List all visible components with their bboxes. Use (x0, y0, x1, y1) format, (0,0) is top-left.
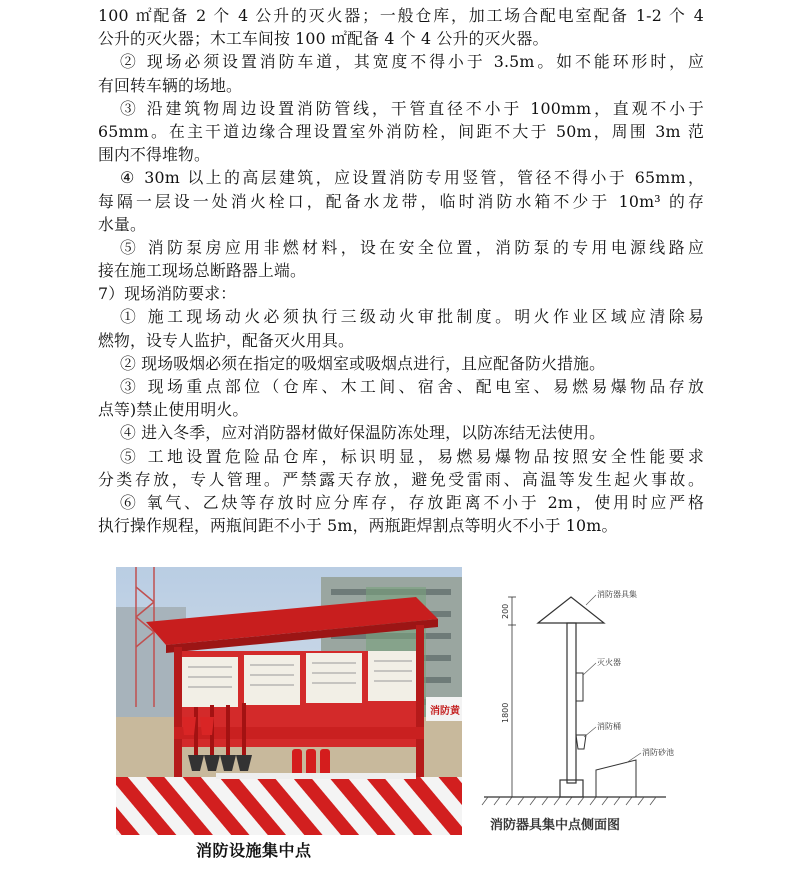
text-line: 接在施工现场总断路器上端。 (98, 261, 306, 281)
photo-caption: 消防设施集中点 (196, 841, 312, 860)
sign-text: 消防黄 (430, 706, 460, 717)
diagram-title: 消防器具集中点侧面图 (490, 818, 621, 833)
text-line: 点等)禁止使用明火。 (98, 400, 249, 420)
text-line: 分类存放，专人管理。严禁露天存放，避免受雷雨、高温等发生起火事故。 (98, 469, 704, 489)
dim-main-label: 1800 (501, 702, 510, 723)
extinguisher-label: 灭火器 (597, 658, 621, 667)
text-line: ③ 沿建筑物周边设置消防管线，干管直径不小于 100mm，直观不小于 (120, 98, 704, 118)
text-line: ③ 现场重点部位（仓库、木工间、宿舍、配电室、易燃易爆物品存放 (120, 377, 704, 396)
text-line: ⑤ 工地设置危险品仓库，标识明显，易燃易爆物品按照安全性能要求 (120, 446, 704, 466)
text-line: 燃物，设专人监护，配备灭火用具。 (98, 330, 354, 350)
text-line: ⑤ 消防泵房应用非燃材料，设在安全位置，消防泵的专用电源线路应 (120, 237, 704, 257)
text-line: 有回转车辆的场地。 (98, 75, 242, 95)
cabinet-label: 消防器具集 (597, 590, 637, 599)
section-heading: 7）现场消防要求： (98, 284, 237, 304)
text-line: 100 ㎡配备 2 个 4 公升的灭火器；一般仓库，加工场合配电室配备 1-2 个 4 (98, 6, 704, 25)
dim-top-label: 200 (501, 603, 510, 619)
text-line: 65mm。在主干道边缘合理设置室外消防栓，间距不大于 50m，周围 3m 范 (98, 121, 704, 141)
body-text (98, 4, 704, 537)
fire-station-illustration (116, 567, 462, 835)
text-line: ① 施工现场动火必须执行三级动火审批制度。明火作业区域应清除易 (120, 307, 704, 327)
text-line: 每隔一层设一处消火栓口，配备水龙带，临时消防水箱不少于 10m³ 的存 (98, 191, 704, 211)
fire-equipment-side-view-diagram (476, 575, 716, 837)
text-line: ④ 30m 以上的高层建筑，应设置消防专用竖管，管径不得小于 65mm， (120, 168, 704, 188)
text-line: 围内不得堆物。 (98, 145, 210, 165)
text-line: 公升的灭火器；木工车间按 100 ㎡配备 4 个 4 公升的灭火器。 (98, 29, 549, 49)
text-line: ⑥ 氧气、乙炔等存放时应分库存，存放距离不小于 2m，使用时应严格 (120, 492, 704, 512)
text-line: ④ 进入冬季，应对消防器材做好保温防冻处理，以防冻结无法使用。 (120, 423, 606, 443)
sand-pit-label: 消防砂池 (642, 748, 674, 757)
fire-station-photo (116, 567, 462, 835)
bucket-label: 消防桶 (597, 722, 621, 731)
text-line: 执行操作规程，两瓶间距不小于 5m，两瓶距焊割点等明火不小于 10m。 (98, 516, 618, 536)
text-line: ② 现场吸烟必须在指定的吸烟室或吸烟点进行，且应配备防火措施。 (120, 353, 606, 373)
text-line: 水量。 (98, 214, 146, 234)
text-line: ② 现场必须设置消防车道，其宽度不得小于 3.5m。如不能环形时，应 (120, 52, 704, 72)
